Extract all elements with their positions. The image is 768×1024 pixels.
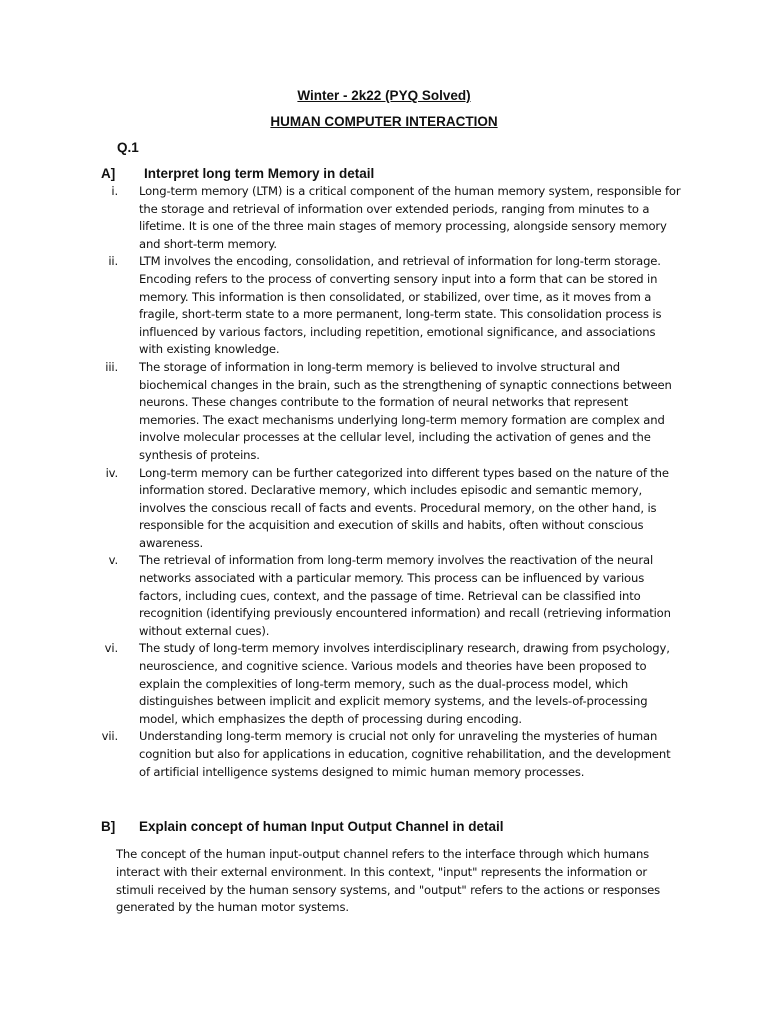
subject-title: HUMAN COMPUTER INTERACTION — [270, 114, 498, 129]
list-item-text: Long-term memory can be further categorized into different types based on the nature of the information stored. Declarative memory, which includes episodic and semantic memory, involves the conscious recall of facts and events. Procedural memory, on the other hand, is responsible for the acquisition and execution of skills and habits, often without conscious awareness. — [139, 465, 669, 550]
list-item — [101, 253, 681, 359]
list-item — [101, 728, 681, 781]
section-b-heading-text: Explain concept of human Input Output Channel in detail — [139, 819, 504, 834]
list-marker: iii. — [105, 359, 118, 374]
list-item-text: Long-term memory (LTM) is a critical component of the human memory system, responsible for the storage and retrieval of information over extended periods, ranging from minutes to a lifetime. It is one of the three main stages of memory processing, alongside sensory memory and short-term memory. — [139, 184, 681, 251]
question-number: Q.1 — [117, 140, 139, 155]
list-marker: iv. — [105, 465, 118, 480]
list-item — [101, 183, 681, 253]
list-item — [101, 640, 681, 728]
list-item-text: The retrieval of information from long-term memory involves the reactivation of the neural networks associated with a particular memory. This process can be influenced by various factors, including cues, context, and the passage of time. Retrieval can be classified into recognition (identifying previously encountered information) and recall (retrieving information without external cues). — [139, 553, 671, 638]
list-marker: i. — [111, 184, 118, 198]
section-a-letter: A] — [101, 166, 116, 181]
list-item-text: The storage of information in long-term memory is believed to involve structural and biochemical changes in the brain, such as the strengthening of synaptic connections between neurons. These changes contribute to the formation of neural networks that represent memories. The exact mechanisms underlying long-term memory formation are complex and involve molecular processes at the cellular level, including the activation of genes and the synthesis of proteins. — [139, 359, 672, 462]
list-item — [101, 552, 681, 640]
list-item — [101, 465, 681, 553]
section-b-heading — [101, 819, 701, 837]
ltm-points-list — [101, 183, 681, 781]
list-item — [101, 359, 681, 465]
section-b-letter: B] — [101, 819, 116, 834]
section-b-paragraph: The concept of the human input-output channel refers to the interface through which humans interact with their external environment. In this context, "input" represents the information or stimuli received by the human sensory systems, and "output" refers to the actions or responses generated by the human motor systems. — [116, 847, 661, 915]
list-item-text: The study of long-term memory involves interdisciplinary research, drawing from psychology, neuroscience, and cognitive science. Various models and theories have been proposed to explain the complexities of long-term memory, such as the dual-process model, which distinguishes between implicit and explicit memory systems, and the levels-of-processing model, which emphasizes the depth of processing during encoding. — [139, 641, 670, 726]
list-item-text: Understanding long-term memory is crucial not only for unraveling the mysteries of human cognition but also for applications in education, cognitive rehabilitation, and the development of artificial intelligence systems designed to mimic human memory processes. — [139, 729, 671, 779]
document-title: Winter - 2k22 (PYQ Solved) — [297, 88, 471, 103]
section-a-heading — [101, 166, 701, 184]
list-marker: ii. — [108, 254, 118, 269]
list-marker: vi. — [104, 641, 118, 656]
list-marker: v. — [108, 553, 118, 568]
list-marker: vii. — [101, 729, 118, 744]
section-a-heading-text: Interpret long term Memory in detail — [144, 166, 375, 181]
list-item-text: LTM involves the encoding, consolidation, and retrieval of information for long-term storage. Encoding refers to the process of converting sensory input into a form that can be stored in memory. This information is then consolidated, or stabilized, over time, as it moves from a fragile, short-term state to a more permanent, long-term state. This consolidation process is influenced by various factors, including repetition, emotional significance, and associations with existing knowledge. — [139, 254, 662, 357]
